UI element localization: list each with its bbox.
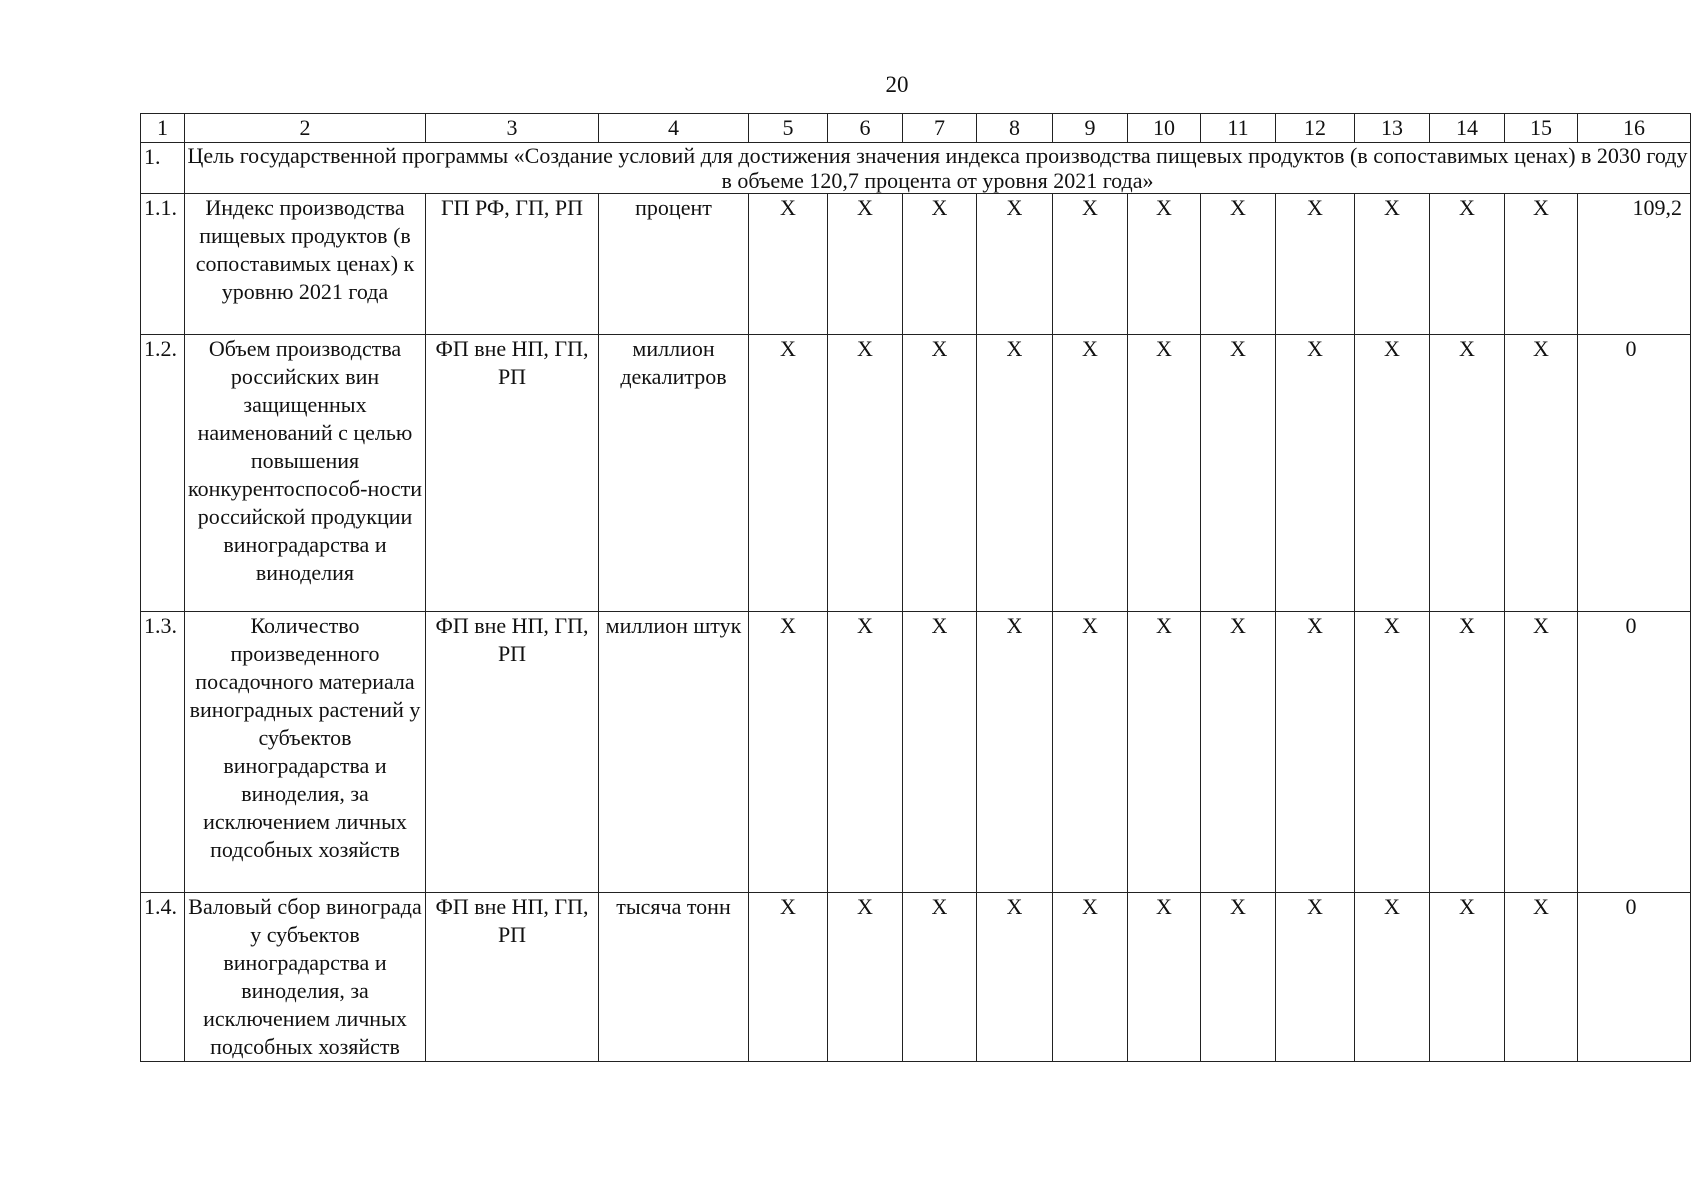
column-number: 2	[185, 114, 426, 143]
value-cell: X	[977, 612, 1053, 893]
column-number: 16	[1578, 114, 1691, 143]
value-cell: X	[1053, 893, 1128, 1062]
column-number: 12	[1276, 114, 1355, 143]
column-number: 10	[1128, 114, 1201, 143]
column-number: 5	[749, 114, 828, 143]
table-row	[141, 612, 1691, 893]
indicator-unit: миллион штук	[599, 612, 749, 893]
column-number-row	[141, 114, 1691, 143]
page-number: 20	[885, 72, 909, 97]
value-cell: X	[749, 893, 828, 1062]
table-row	[141, 335, 1691, 612]
value-cell: X	[977, 893, 1053, 1062]
value-cell: X	[1430, 612, 1505, 893]
column-number: 14	[1430, 114, 1505, 143]
value-cell: X	[1201, 893, 1276, 1062]
indicator-unit: тысяча тонн	[599, 893, 749, 1062]
value-cell: X	[1201, 335, 1276, 612]
value-cell: X	[1276, 335, 1355, 612]
value-cell: X	[828, 893, 903, 1062]
goal-row	[141, 143, 1691, 194]
value-cell: X	[828, 612, 903, 893]
value-cell: X	[1053, 612, 1128, 893]
column-number: 6	[828, 114, 903, 143]
value-cell: X	[1505, 612, 1578, 893]
value-cell: X	[1128, 194, 1201, 335]
value-cell: X	[1355, 893, 1430, 1062]
value-cell: X	[1430, 893, 1505, 1062]
value-cell: X	[1505, 194, 1578, 335]
column-number: 4	[599, 114, 749, 143]
value-cell: X	[1505, 335, 1578, 612]
value-cell: X	[749, 612, 828, 893]
column-number: 8	[977, 114, 1053, 143]
indicator-level: ФП вне НП, ГП, РП	[426, 335, 599, 612]
column-number: 1	[141, 114, 185, 143]
value-cell-col16: 109,2	[1578, 194, 1691, 335]
value-cell: X	[1276, 194, 1355, 335]
value-cell: X	[1355, 612, 1430, 893]
row-number: 1.4.	[141, 893, 185, 1062]
value-cell: X	[1128, 612, 1201, 893]
value-cell: X	[1430, 194, 1505, 335]
goal-number: 1.	[141, 143, 185, 194]
indicators-table	[140, 113, 1691, 1062]
value-cell-col16: 0	[1578, 335, 1691, 612]
row-number: 1.1.	[141, 194, 185, 335]
value-cell: X	[828, 194, 903, 335]
value-cell: X	[977, 335, 1053, 612]
indicator-name: Индекс производства пищевых продуктов (в сопоставимых ценах) к уровню 2021 года	[185, 194, 426, 335]
value-cell: X	[1355, 335, 1430, 612]
indicator-unit: процент	[599, 194, 749, 335]
value-cell: X	[1430, 335, 1505, 612]
value-cell: X	[1276, 612, 1355, 893]
column-number: 7	[903, 114, 977, 143]
value-cell: X	[1053, 194, 1128, 335]
value-cell: X	[828, 335, 903, 612]
value-cell: X	[749, 335, 828, 612]
value-cell-col16: 0	[1578, 612, 1691, 893]
value-cell: X	[1505, 893, 1578, 1062]
value-cell: X	[1053, 335, 1128, 612]
value-cell: X	[1355, 194, 1430, 335]
row-number: 1.3.	[141, 612, 185, 893]
value-cell: X	[903, 194, 977, 335]
column-number: 3	[426, 114, 599, 143]
value-cell: X	[749, 194, 828, 335]
value-cell-col16: 0	[1578, 893, 1691, 1062]
column-number: 9	[1053, 114, 1128, 143]
value-cell: X	[1128, 893, 1201, 1062]
indicator-unit: миллион декалитров	[599, 335, 749, 612]
value-cell: X	[903, 612, 977, 893]
column-number: 15	[1505, 114, 1578, 143]
value-cell: X	[1128, 335, 1201, 612]
value-cell: X	[977, 194, 1053, 335]
indicator-level: ФП вне НП, ГП, РП	[426, 612, 599, 893]
indicator-name: Валовый сбор винограда у субъектов виноградарства и виноделия, за исключением личных подсобных хозяйств	[185, 893, 426, 1062]
value-cell: X	[1201, 194, 1276, 335]
table-row	[141, 893, 1691, 1062]
indicator-name: Объем производства российских вин защищенных наименований с целью повышения конкурентоспособ-ности российской продукции виноградарства и виноделия	[185, 335, 426, 612]
column-number: 13	[1355, 114, 1430, 143]
value-cell: X	[903, 893, 977, 1062]
indicator-level: ГП РФ, ГП, РП	[426, 194, 599, 335]
value-cell: X	[1276, 893, 1355, 1062]
indicator-level: ФП вне НП, ГП, РП	[426, 893, 599, 1062]
row-number: 1.2.	[141, 335, 185, 612]
indicator-name: Количество произведенного посадочного материала виноградных растений у субъектов виноградарства и виноделия, за исключением личных подсобных хозяйств	[185, 612, 426, 893]
goal-text: Цель государственной программы «Создание условий для достижения значения индекса производства пищевых продуктов (в сопоставимых ценах) в 2030 году в объеме 120,7 процента от уровня 2021 года»	[185, 143, 1691, 194]
table-row	[141, 194, 1691, 335]
value-cell: X	[903, 335, 977, 612]
column-number: 11	[1201, 114, 1276, 143]
value-cell: X	[1201, 612, 1276, 893]
